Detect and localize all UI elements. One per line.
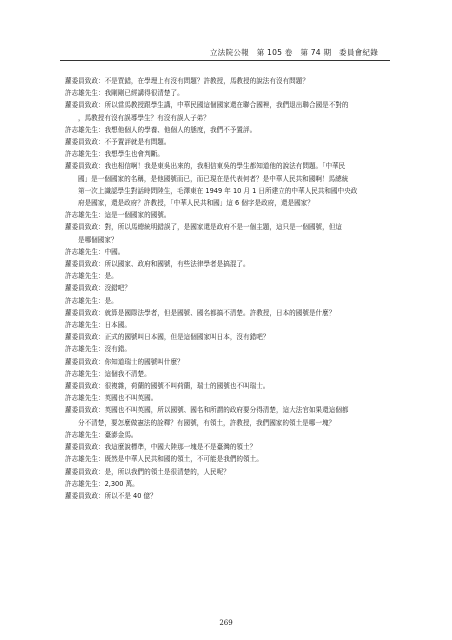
speech-line: 中國。 xyxy=(104,247,125,256)
transcript-paragraph xyxy=(65,75,387,87)
speech-line: 是。 xyxy=(104,296,118,305)
transcript-paragraph xyxy=(65,295,387,307)
speech-line: 國」是一個國家的名稱，是他國號而已，而已現在是代表何者？是中華人民共和國啊！馬總統 xyxy=(78,174,349,183)
speaker-label: 蘿委員致政： xyxy=(65,357,105,366)
transcript-body xyxy=(65,75,387,502)
speaker-label: 許志雄先生： xyxy=(65,150,105,159)
speaker-label: 蘿委員致政： xyxy=(65,443,105,452)
speech-line: 我想他個人的學養、他個人的態度，我們不予置評。 xyxy=(104,125,257,134)
speech-line: 是哪個國家？ xyxy=(78,235,118,244)
transcript-paragraph xyxy=(65,429,387,441)
transcript-paragraph xyxy=(65,270,387,282)
transcript-paragraph xyxy=(65,380,387,392)
speech-line: 是，所以我們的領土是很清楚的，人民呢？ xyxy=(104,467,230,476)
transcript-paragraph xyxy=(65,99,387,123)
speech-line: 所以國家、政府和國號，有些法律學者是搞混了。 xyxy=(104,260,250,269)
speaker-label: 蘿委員致政： xyxy=(65,406,105,415)
page-header: 立法院公報 第 105 卷 第 74 期 委員會紀錄 xyxy=(209,48,378,57)
speech-line: 不予置評就是有問題。 xyxy=(104,138,171,147)
speaker-label: 蘿委員致政： xyxy=(65,284,105,293)
transcript-paragraph xyxy=(65,356,387,368)
speaker-label: 蘿委員致政： xyxy=(65,223,105,232)
speaker-label: 許志雄先生： xyxy=(65,479,105,488)
transcript-paragraph xyxy=(65,490,387,502)
speech-line: 沒錯吧？ xyxy=(104,284,131,293)
speaker-label: 許志雄先生： xyxy=(65,272,105,281)
transcript-paragraph xyxy=(65,404,387,428)
transcript-paragraph xyxy=(65,368,387,380)
transcript-paragraph xyxy=(65,258,387,270)
speech-line: 我這麼說標準，中國大陸那一塊是不是臺灣的領土？ xyxy=(104,443,257,452)
speech-line: 沒有錯。 xyxy=(104,345,131,354)
speaker-label: 許志雄先生： xyxy=(65,247,105,256)
speaker-label: 許志雄先生： xyxy=(65,369,105,378)
speech-line: 所以不是 40 億？ xyxy=(104,491,157,500)
speech-line: 2,300 萬。 xyxy=(104,479,139,488)
speaker-label: 蘿委員致政： xyxy=(65,308,105,317)
speaker-label: 許志雄先生： xyxy=(65,321,105,330)
speech-line: 不是買錯，在學理上有沒有問題？許教授，馬教授的說法有沒有問題？ xyxy=(104,77,309,85)
speaker-label: 許志雄先生： xyxy=(65,125,105,134)
speaker-label: 蘿委員致政： xyxy=(65,101,105,110)
transcript-paragraph xyxy=(65,392,387,404)
transcript-paragraph xyxy=(65,221,387,245)
transcript-paragraph xyxy=(65,307,387,319)
speech-line: 第一次上識認學生對話時問陸生，毛澤東在 1949 年 10 月 1 日所建立的中華人民共和國中央政 xyxy=(78,186,358,195)
speech-line: ，馬教授有沒有誤導學生？有沒有誤人子弟？ xyxy=(78,113,210,122)
speech-line: 臺澎金馬。 xyxy=(104,430,138,439)
speech-line: 這是一個國家的國號。 xyxy=(104,211,171,220)
header-rule xyxy=(60,60,390,61)
speech-line: 很複雜，荷蘭的國號不叫荷蘭，瑞士的國號也不叫瑞士。 xyxy=(104,382,270,391)
speaker-label: 許志雄先生： xyxy=(65,394,105,403)
speech-line: 這個我不清楚。 xyxy=(104,369,151,378)
transcript-paragraph xyxy=(65,478,387,490)
speaker-label: 許志雄先生： xyxy=(65,89,105,98)
transcript-paragraph xyxy=(65,441,387,453)
speech-line: 府是國家，還是政府？許教授，「中華人民共和國」這 6 個字是政府，還是國家？ xyxy=(78,199,314,208)
transcript-paragraph xyxy=(65,136,387,148)
speech-line: 我剛剛已經講得很清楚了。 xyxy=(104,89,184,98)
speaker-label: 許志雄先生： xyxy=(65,345,105,354)
speaker-label: 許志雄先生： xyxy=(65,211,105,220)
speech-line: 就算是國際法學者，但是國號、國名都搞不清楚。許教授，日本的國號是什麼？ xyxy=(104,308,336,317)
speaker-label: 蘿委員致政： xyxy=(65,467,105,476)
transcript-paragraph xyxy=(65,466,387,478)
speaker-label: 蘿委員致政： xyxy=(65,260,105,269)
speaker-label: 許志雄先生： xyxy=(65,296,105,305)
speech-line: 既然是中華人民共和國的領土，不可能是我們的領土。 xyxy=(104,455,263,464)
speech-line: 所以當馬教授跟學生講，中華民國這個國家還在聯合國裡，我們退出聯合國是不對的 xyxy=(104,101,349,110)
transcript-paragraph xyxy=(65,209,387,221)
speaker-label: 蘿委員致政： xyxy=(65,77,105,85)
speech-line: 對，所以馬總統明錯誤了，是國家還是政府不是一個主題，這只是一個國號，但這 xyxy=(104,223,342,232)
speech-line: 正式的國號叫日本國，但是這個國家叫日本，沒有錯吧？ xyxy=(104,333,270,342)
transcript-paragraph xyxy=(65,87,387,99)
transcript-paragraph xyxy=(65,148,387,160)
transcript-paragraph xyxy=(65,453,387,465)
transcript-paragraph xyxy=(65,331,387,343)
speech-line: 你知道瑞士的國號叫什麼？ xyxy=(104,357,184,366)
transcript-paragraph xyxy=(65,160,387,209)
speaker-label: 蘿委員致政： xyxy=(65,333,105,342)
speech-line: 日本國。 xyxy=(104,321,131,330)
speech-line: 我想學生也會判斷。 xyxy=(104,150,164,159)
speech-line: 分不清楚，要怎麼做憲法的詮釋？有國號，有領土，許教授，我們國家的領土是哪一塊？ xyxy=(78,418,336,427)
speech-line: 是。 xyxy=(104,272,118,281)
speech-line: 我也相信啊！我是東吳出來的，我相信東吳的學生都知道他的說法有問題。「中華民 xyxy=(104,162,346,171)
transcript-paragraph xyxy=(65,246,387,258)
transcript-paragraph xyxy=(65,282,387,294)
speaker-label: 許志雄先生： xyxy=(65,455,105,464)
transcript-paragraph xyxy=(65,343,387,355)
speaker-label: 蘿委員致政： xyxy=(65,138,105,147)
speaker-label: 蘿委員致政： xyxy=(65,162,105,171)
speech-line: 英國也不叫英國。 xyxy=(104,394,158,403)
speech-line: 英國也不叫英國，所以國號、國名和所謂的政府要分得清楚，這大法官如果還這個都 xyxy=(104,406,349,415)
speaker-label: 蘿委員致政： xyxy=(65,382,105,391)
transcript-paragraph xyxy=(65,124,387,136)
speaker-label: 許志雄先生： xyxy=(65,430,105,439)
page-number: 269 xyxy=(219,619,233,627)
speaker-label: 蘿委員致政： xyxy=(65,491,105,500)
transcript-paragraph xyxy=(65,319,387,331)
